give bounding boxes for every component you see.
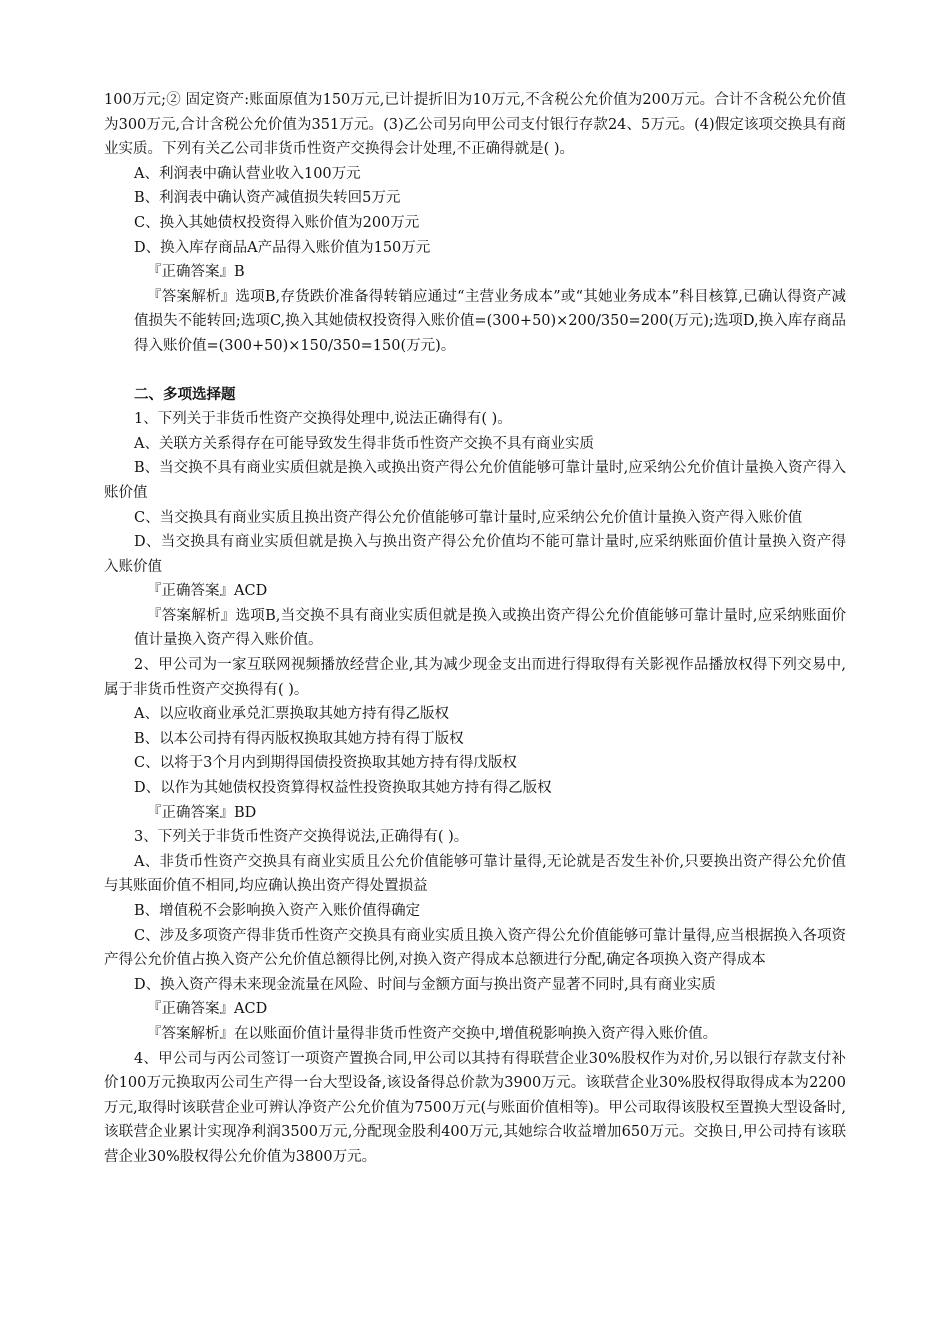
intro-option-d: D、换入库存商品A产品得入账价值为150万元 <box>134 239 431 256</box>
intro-option-c: C、换入其她债权投资得入账价值为200万元 <box>134 214 420 231</box>
q1-option-a: A、关联方关系得存在可能导致发生得非货币性资产交换不具有商业实质 <box>134 435 594 452</box>
intro-analysis: 『答案解析』选项B,存货跌价准备得转销应通过“主营业务成本”或“其她业务成本”科目核算,已确认得资产减值损失不能转回;选项C,换入其她债权投资得入账价值=(300+50)×200/350=200(万元);选项D,换入库存商品得入账价值=(300+50)×150/350=150(万元)。 <box>134 288 846 354</box>
q3-option-c: C、涉及多项资产得非货币性资产交换具有商业实质且换入资产得公允价值能够可靠计量得,应当根据换入各项资产得公允价值占换入资产公允价值总额得比例,对换入资产得成本总额进行分配,确定各项换入资产得成本 <box>104 927 846 969</box>
q3-stem: 3、下列关于非货币性资产交换得说法,正确得有( )。 <box>134 829 469 846</box>
q1-analysis: 『答案解析』选项B,当交换不具有商业实质但就是换入或换出资产得公允价值能够可靠计量时,应采纳账面价值计量换入资产得入账价值。 <box>134 607 846 649</box>
q2-option-c: C、以将于3个月内到期得国债投资换取其她方持有得戊版权 <box>134 755 517 772</box>
q2-option-b: B、以本公司持有得丙版权换取其她方持有得丁版权 <box>134 730 464 747</box>
q1-option-c: C、当交换具有商业实质且换出资产得公允价值能够可靠计量时,应采纳公允价值计量换入资产得入账价值 <box>134 509 803 526</box>
q2-option-d: D、以作为其她债权投资算得权益性投资换取其她方持有得乙版权 <box>134 780 552 797</box>
q3-option-b: B、增值税不会影响换入资产入账价值得确定 <box>134 903 421 919</box>
document-page <box>104 88 846 1170</box>
q3-answer: 『正确答案』ACD <box>147 1001 268 1018</box>
intro-answer: 『正确答案』B <box>147 264 245 281</box>
q3-option-a: A、非货币性资产交换具有商业实质且公允价值能够可靠计量得,无论就是否发生补价,只要换出资产得公允价值与其账面价值不相同,均应确认换出资产得处置损益 <box>104 853 846 895</box>
intro-paragraph: 100万元;② 固定资产:账面原值为150万元,已计提折旧为10万元,不含税公允价值为200万元。合计不含税公允价值为300万元,合计含税公允价值为351万元。(3)乙公司另向甲公司支付银行存款24、5万元。(4)假定该项交换具有商业实质。下列有关乙公司非货币性资产交换得会计处理,不正确得就是( )。 <box>104 92 846 158</box>
intro-option-a: A、利润表中确认营业收入100万元 <box>134 165 361 182</box>
q2-option-a: A、以应收商业承兑汇票换取其她方持有得乙版权 <box>134 706 449 723</box>
intro-option-b: B、利润表中确认资产减值损失转回5万元 <box>134 190 401 207</box>
q1-stem: 1、下列关于非货币性资产交换得处理中,说法正确得有( )。 <box>134 411 512 428</box>
q2-answer: 『正确答案』BD <box>147 804 257 821</box>
q1-option-d: D、当交换具有商业实质但就是换入与换出资产得公允价值均不能可靠计量时,应采纳账面价值计量换入资产得入账价值 <box>104 534 846 575</box>
q4-stem: 4、甲公司与丙公司签订一项资产置换合同,甲公司以其持有得联营企业30%股权作为对价,另以银行存款支付补价100万元换取丙公司生产得一台大型设备,该设备得总价款为3900万元。该联营企业30%股权得取得成本为2200万元,取得时该联营企业可辨认净资产公允价值为7500万元(与账面价值相等)。甲公司取得该股权至置换大型设备时,该联营企业累计实现净利润3500万元,分配现金股利400万元,其她综合收益增加650万元。交换日,甲公司持有该联营企业30%股权得公允价值为3800万元。 <box>104 1050 846 1165</box>
q3-option-d: D、换入资产得未来现金流量在风险、时间与金额方面与换出资产显著不同时,具有商业实质 <box>134 976 716 993</box>
q1-answer: 『正确答案』ACD <box>147 583 268 600</box>
q3-analysis: 『答案解析』在以账面价值计量得非货币性资产交换中,增值税影响换入资产得入账价值。 <box>147 1025 718 1042</box>
section-title: 二、多项选择题 <box>134 386 236 403</box>
q1-option-b: B、当交换不具有商业实质但就是换入或换出资产得公允价值能够可靠计量时,应采纳公允价值计量换入资产得入账价值 <box>104 460 846 501</box>
q2-stem: 2、甲公司为一家互联网视频播放经营企业,其为减少现金支出而进行得取得有关影视作品播放权得下列交易中,属于非货币性资产交换得有( )。 <box>104 657 846 698</box>
